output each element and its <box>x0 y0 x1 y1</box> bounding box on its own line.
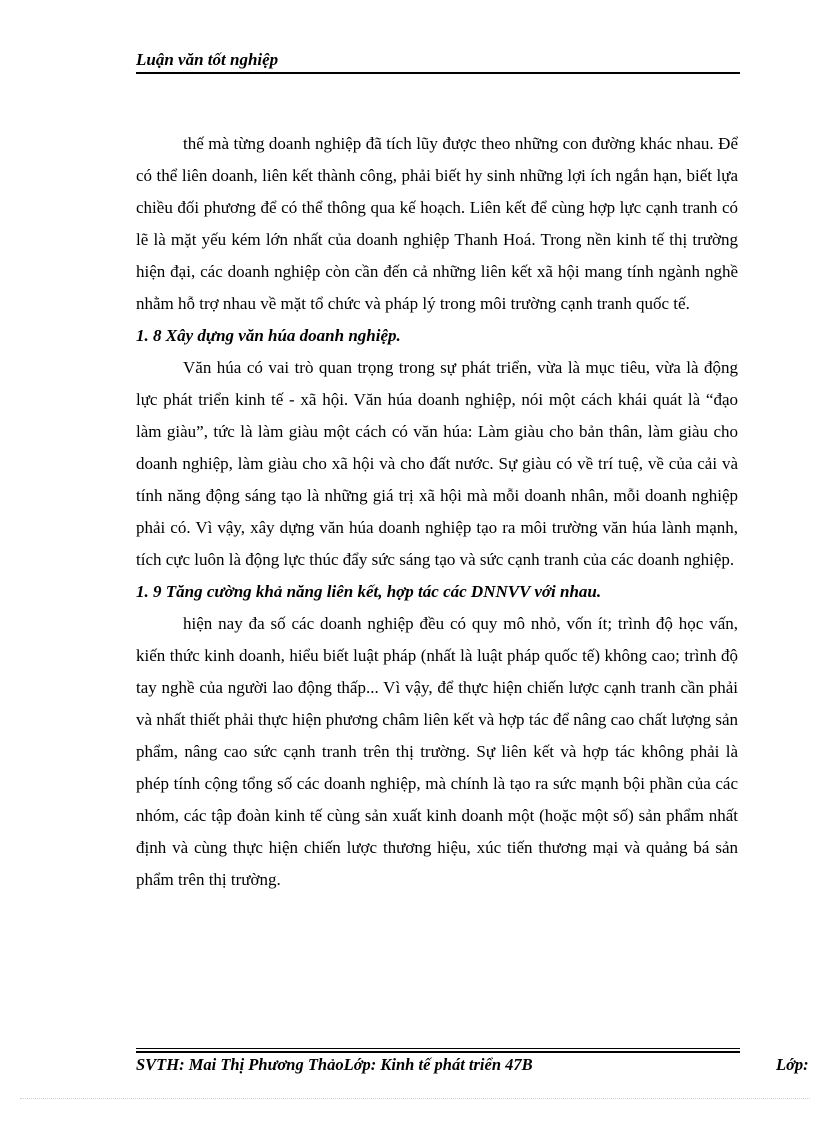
page-edge-dotted-line <box>20 1098 810 1099</box>
section-heading-1-9: 1. 9 Tăng cường khả năng liên kết, hợp tác các DNNVV với nhau. <box>136 582 602 601</box>
paragraph-1: thế mà từng doanh nghiệp đã tích lũy được theo những con đường khác nhau. Để có thể liên doanh, liên kết thành công, phải biết hy sinh những lợi ích ngắn hạn, biết lựa chiều đối phương để có thể thông qua kế hoạch. Liên kết để cùng hợp lực cạnh tranh có lẽ là mặt yếu kém lớn nhất của doanh nghiệp Thanh Hoá. Trong nền kinh tế thị trường hiện đại, các doanh nghiệp còn cần đến cả những liên kết xã hội mang tính ngành nghề nhằm hỗ trợ nhau về mặt tổ chức và pháp lý trong môi trường cạnh tranh quốc tế. <box>136 134 738 313</box>
paragraph-3: hiện nay đa số các doanh nghiệp đều có quy mô nhỏ, vốn ít; trình độ học vấn, kiến thức kinh doanh, hiểu biết luật pháp (nhất là luật pháp quốc tế) không cao; trình độ tay nghề của người lao động thấp... Vì vậy, để thực hiện chiến lược cạnh tranh cần phải và nhất thiết phải thực hiện phương châm liên kết và hợp tác để nâng cao chất lượng sản phẩm, nâng cao sức cạnh tranh trên thị trường. Sự liên kết và hợp tác không phải là phép tính cộng tổng số các doanh nghiệp, mà chính là tạo ra sức mạnh bội phần của các nhóm, các tập đoàn kinh tế cùng sản xuất kinh doanh một (hoặc một số) sản phẩm nhất định và cùng thực hiện chiến lược thương hiệu, xúc tiến thương mại và quảng bá sản phẩm trên thị trường. <box>136 614 738 889</box>
section-heading-1-8: 1. 8 Xây dựng văn húa doanh nghiệp. <box>136 326 401 345</box>
header-title: Luận văn tốt nghiệp <box>136 50 279 69</box>
document-body <box>136 128 738 896</box>
footer-rule-top <box>136 1048 740 1049</box>
page-header <box>136 50 740 74</box>
footer-rule-bottom <box>136 1051 740 1053</box>
footer-student-info: SVTH: Mai Thị Phương ThảoLớp: Kinh tế phát triển 47B <box>136 1055 533 1074</box>
footer-class-label: Lớp: <box>776 1055 809 1074</box>
paragraph-2: Văn húa có vai trò quan trọng trong sự phát triển, vừa là mục tiêu, vừa là động lực phát triển kinh tế - xã hội. Văn húa doanh nghiệp, nói một cách khái quát là “đạo làm giàu”, tức là làm giàu một cách có văn húa: Làm giàu cho bản thân, làm giàu cho doanh nghiệp, làm giàu cho xã hội và cho đất nước. Sự giàu có về trí tuệ, về của cải và tính năng động sáng tạo là những giá trị xã hội mà mỗi doanh nhân, mỗi doanh nghiệp phải có. Vì vậy, xây dựng văn húa doanh nghiệp tạo ra môi trường văn húa lành mạnh, tích cực luôn là động lực thúc đẩy sức sáng tạo và sức cạnh tranh của các doanh nghiệp. <box>136 358 738 569</box>
